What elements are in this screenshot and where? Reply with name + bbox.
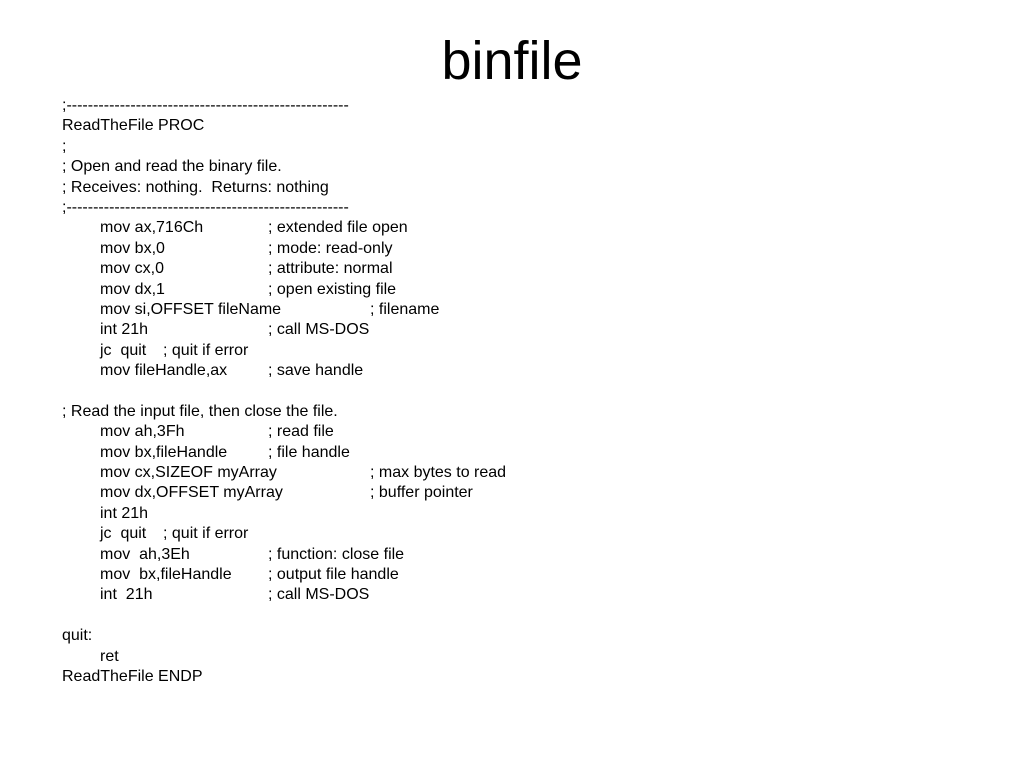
code-instruction: mov fileHandle,ax — [100, 362, 228, 380]
code-comment: ; extended file open — [268, 219, 408, 237]
code-instruction: mov bx,0 — [100, 239, 165, 257]
code-line-proc-start — [62, 116, 962, 136]
code-line — [62, 463, 962, 483]
code-line-blank — [62, 606, 962, 626]
code-instruction: mov si,OFFSET fileName — [100, 300, 282, 318]
code-line — [62, 239, 962, 259]
code-line-comment-blank — [62, 137, 962, 157]
code-line — [62, 341, 962, 361]
code-line-comment-description — [62, 157, 962, 177]
code-comment: ; function: close file — [268, 545, 405, 563]
code-instruction: mov ax,716Ch — [100, 219, 204, 237]
code-line — [62, 524, 962, 544]
code-comment: ; file handle — [268, 443, 350, 461]
code-comment: ; open existing file — [268, 280, 397, 298]
code-line-separator-bottom — [62, 198, 962, 218]
code-text: ; Read the input file, then close the file. — [62, 402, 338, 420]
code-comment: ; call MS-DOS — [268, 321, 370, 339]
code-line — [62, 585, 962, 605]
code-instruction: mov dx,1 — [100, 280, 165, 298]
code-label: quit: — [62, 627, 93, 645]
code-comment: ; call MS-DOS — [268, 586, 370, 604]
code-text: ;----------------------------------------------------- — [62, 97, 349, 114]
code-comment: ; quit if error — [163, 341, 249, 359]
code-line-proc-end — [62, 667, 962, 687]
code-comment: ; quit if error — [163, 525, 249, 543]
code-line — [62, 361, 962, 381]
code-instruction: mov dx,OFFSET myArray — [100, 484, 283, 502]
code-instruction: mov cx,SIZEOF myArray — [100, 464, 277, 482]
code-line — [62, 422, 962, 442]
code-comment: ; attribute: normal — [268, 260, 393, 278]
code-text: ;----------------------------------------------------- — [62, 198, 349, 216]
code-text: ; Open and read the binary file. — [62, 158, 282, 176]
code-line — [62, 483, 962, 503]
code-instruction: mov cx,0 — [100, 260, 165, 278]
code-text: ; Receives: nothing. Returns: nothing — [62, 178, 329, 196]
code-instruction: jc quit — [100, 341, 147, 359]
code-comment: ; buffer pointer — [370, 484, 473, 502]
code-instruction: int 21h — [100, 321, 149, 339]
code-text: ReadTheFile PROC — [62, 117, 205, 135]
code-comment: ; max bytes to read — [370, 464, 507, 482]
code-instruction: ret — [100, 647, 119, 665]
code-line-comment-receives — [62, 178, 962, 198]
code-text: ReadTheFile ENDP — [62, 667, 203, 685]
code-text: ; — [62, 137, 67, 155]
code-line — [62, 443, 962, 463]
code-line — [62, 545, 962, 565]
code-instruction: mov ah,3Fh — [100, 423, 185, 441]
code-instruction: mov bx,fileHandle — [100, 443, 228, 461]
code-instruction: int 21h — [100, 586, 153, 604]
slide-title: binfile — [441, 31, 583, 91]
code-line — [62, 259, 962, 279]
code-line-blank — [62, 381, 962, 401]
code-line — [62, 218, 962, 238]
code-instruction: jc quit — [100, 525, 147, 543]
code-comment: ; mode: read-only — [268, 239, 393, 257]
code-line-separator-top — [62, 96, 962, 116]
code-line-label-quit — [62, 626, 962, 646]
code-instruction: mov bx,fileHandle — [100, 565, 232, 583]
code-line-comment-read — [62, 402, 962, 422]
code-comment: ; save handle — [268, 362, 364, 380]
code-instruction: int 21h — [100, 504, 149, 522]
code-instruction: mov ah,3Eh — [100, 545, 190, 563]
code-comment: ; read file — [268, 423, 334, 441]
code-comment: ; filename — [370, 300, 440, 318]
code-line — [62, 647, 962, 667]
code-line — [62, 320, 962, 340]
code-line — [62, 565, 962, 585]
code-comment: ; output file handle — [268, 565, 399, 583]
code-line — [62, 504, 962, 524]
code-line — [62, 300, 962, 320]
code-line — [62, 280, 962, 300]
code-listing — [62, 96, 962, 687]
